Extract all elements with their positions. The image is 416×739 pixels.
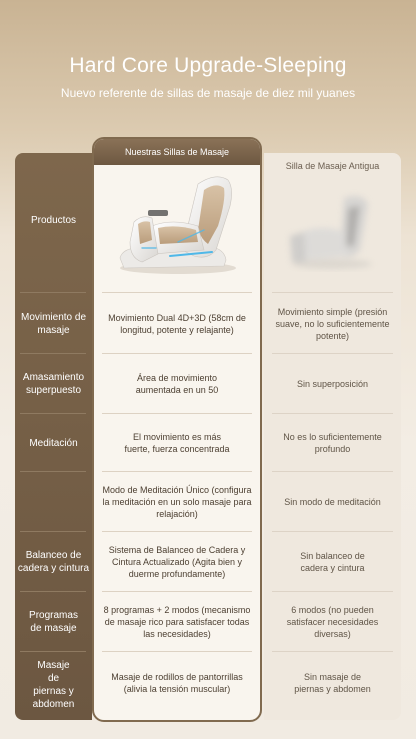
old-massage-programs: 6 modos (no pueden satisfacer necesidades diversas) bbox=[286, 605, 379, 639]
ours-massage-programs: 8 programas + 2 modos (mecanismo de masaje rico para satisfacer todas las necesidades) bbox=[103, 605, 251, 639]
ours-meditation-strength: El movimiento es más fuerte, fuerza concentrada bbox=[124, 432, 230, 454]
row-divider bbox=[20, 591, 86, 592]
row-label-overlapping-kneading: Amasamiento superpuesto bbox=[22, 372, 85, 396]
row-divider bbox=[102, 591, 252, 592]
row-divider bbox=[20, 471, 86, 472]
old-meditation-strength: No es lo suficientemente profundo bbox=[283, 432, 382, 454]
old-massage-movement: Movimiento simple (presión suave, no lo suficientemente potente) bbox=[275, 307, 390, 341]
old-massage-chair-image bbox=[282, 188, 382, 272]
old-hip-waist-swing: Sin balanceo de cadera y cintura bbox=[300, 551, 365, 573]
row-label-massage-movement: Movimiento de masaje bbox=[20, 312, 87, 336]
row-divider bbox=[272, 353, 393, 354]
row-divider bbox=[102, 651, 252, 652]
hero-title: Hard Core Upgrade-Sleeping bbox=[69, 54, 347, 77]
ours-overlapping-kneading: Área de movimiento aumentada en un 50 bbox=[135, 373, 219, 395]
row-divider bbox=[102, 531, 252, 532]
row-label-leg-abdomen-massage: Masaje de piernas y abdomen bbox=[32, 660, 75, 710]
row-divider bbox=[20, 413, 86, 414]
ours-meditation-mode: Modo de Meditación Único (configura la meditación en un solo masaje para relajación) bbox=[102, 485, 252, 519]
hero-subtitle: Nuevo referente de sillas de masaje de diez mil yuanes bbox=[60, 86, 356, 100]
row-divider bbox=[102, 413, 252, 414]
row-divider bbox=[102, 471, 252, 472]
ours-massage-movement: Movimiento Dual 4D+3D (58cm de longitud, potente y relajante) bbox=[108, 313, 246, 335]
row-divider bbox=[272, 292, 393, 293]
old-chair-column-header: Silla de Masaje Antigua bbox=[285, 161, 380, 171]
row-label-meditation: Meditación bbox=[29, 437, 78, 449]
row-label-hip-waist-swing: Balanceo de cadera y cintura bbox=[17, 550, 90, 574]
ours-hip-waist-swing: Sistema de Balanceo de Cadera y Cintura Actualizado (Agita bien y duerme profundamente) bbox=[108, 545, 246, 579]
ours-leg-abdomen-massage: Masaje de rodillos de pantorrillas (alivia la tensión muscular) bbox=[111, 672, 243, 694]
row-divider bbox=[20, 292, 86, 293]
row-divider bbox=[272, 651, 393, 652]
row-divider bbox=[102, 353, 252, 354]
row-divider bbox=[20, 651, 86, 652]
row-divider bbox=[20, 353, 86, 354]
row-divider bbox=[272, 531, 393, 532]
row-divider bbox=[20, 531, 86, 532]
old-meditation-mode: Sin modo de meditación bbox=[284, 497, 381, 507]
modern-massage-chair-image bbox=[112, 170, 240, 278]
row-divider bbox=[102, 292, 252, 293]
row-label-products: Productos bbox=[30, 214, 77, 226]
old-overlapping-kneading: Sin superposición bbox=[296, 379, 369, 389]
old-leg-abdomen-massage: Sin masaje de piernas y abdomen bbox=[294, 672, 371, 694]
row-divider bbox=[272, 591, 393, 592]
our-chair-column-header: Nuestras Sillas de Masaje bbox=[94, 139, 260, 165]
row-label-massage-programs: Programas de masaje bbox=[29, 610, 78, 634]
row-divider bbox=[272, 413, 393, 414]
row-divider bbox=[272, 471, 393, 472]
